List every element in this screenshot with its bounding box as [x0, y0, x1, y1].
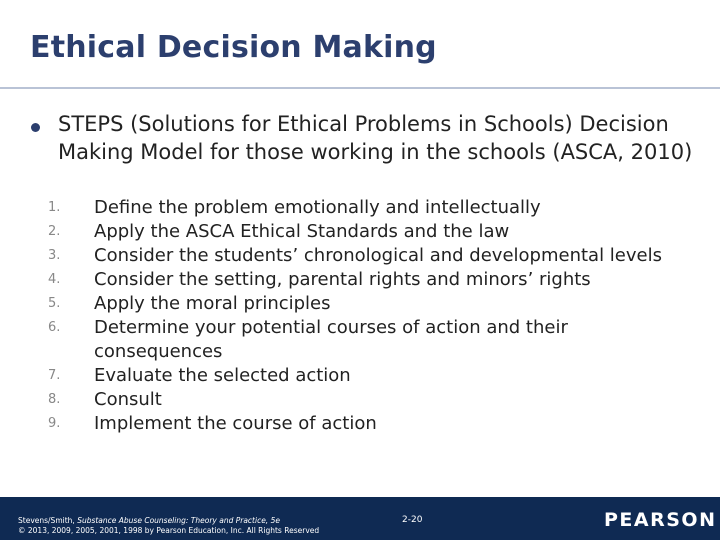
step-text: Define the problem emotionally and intellectually	[94, 197, 541, 218]
step-text: Consider the setting, parental rights and minors’ rights	[94, 269, 591, 290]
list-item	[48, 412, 688, 436]
footer-citation	[18, 516, 319, 536]
list-item	[48, 196, 688, 220]
footer-book-title: Substance Abuse Counseling: Theory and Practice, 5e	[77, 516, 280, 525]
intro-text: STEPS (Solutions for Ethical Problems in Schools) Decision Making Model for those working in the schools (ASCA, 2010)	[58, 112, 693, 164]
footer-bar	[0, 497, 720, 540]
step-text: Consider the students’ chronological and developmental levels	[94, 245, 662, 266]
step-text: Determine your potential courses of action and their consequences	[94, 317, 568, 362]
list-item	[48, 292, 688, 316]
title-divider	[0, 87, 720, 89]
list-item	[48, 316, 688, 364]
list-item	[48, 364, 688, 388]
list-item	[48, 244, 688, 268]
list-item	[48, 220, 688, 244]
step-number: 7.	[48, 368, 61, 383]
step-text: Evaluate the selected action	[94, 365, 351, 386]
steps-list	[48, 196, 688, 436]
step-text: Implement the course of action	[94, 413, 377, 434]
step-number: 1.	[48, 200, 61, 215]
step-number: 2.	[48, 224, 61, 239]
step-number: 3.	[48, 248, 61, 263]
list-item	[48, 268, 688, 292]
list-item	[48, 388, 688, 412]
pearson-logo: PEARSON	[604, 509, 717, 531]
step-number: 5.	[48, 296, 61, 311]
page-number: 2-20	[402, 515, 423, 525]
step-number: 9.	[48, 416, 61, 431]
step-number: 8.	[48, 392, 61, 407]
bullet-icon	[31, 123, 40, 132]
step-text: Apply the ASCA Ethical Standards and the law	[94, 221, 510, 242]
step-number: 4.	[48, 272, 61, 287]
footer-copyright: © 2013, 2009, 2005, 2001, 1998 by Pearson Education, Inc. All Rights Reserved	[18, 526, 320, 535]
step-text: Apply the moral principles	[94, 293, 331, 314]
step-text: Consult	[94, 389, 162, 410]
footer-authors: Stevens/Smith,	[18, 516, 75, 525]
slide-title: Ethical Decision Making	[30, 30, 437, 65]
step-number: 6.	[48, 320, 61, 335]
